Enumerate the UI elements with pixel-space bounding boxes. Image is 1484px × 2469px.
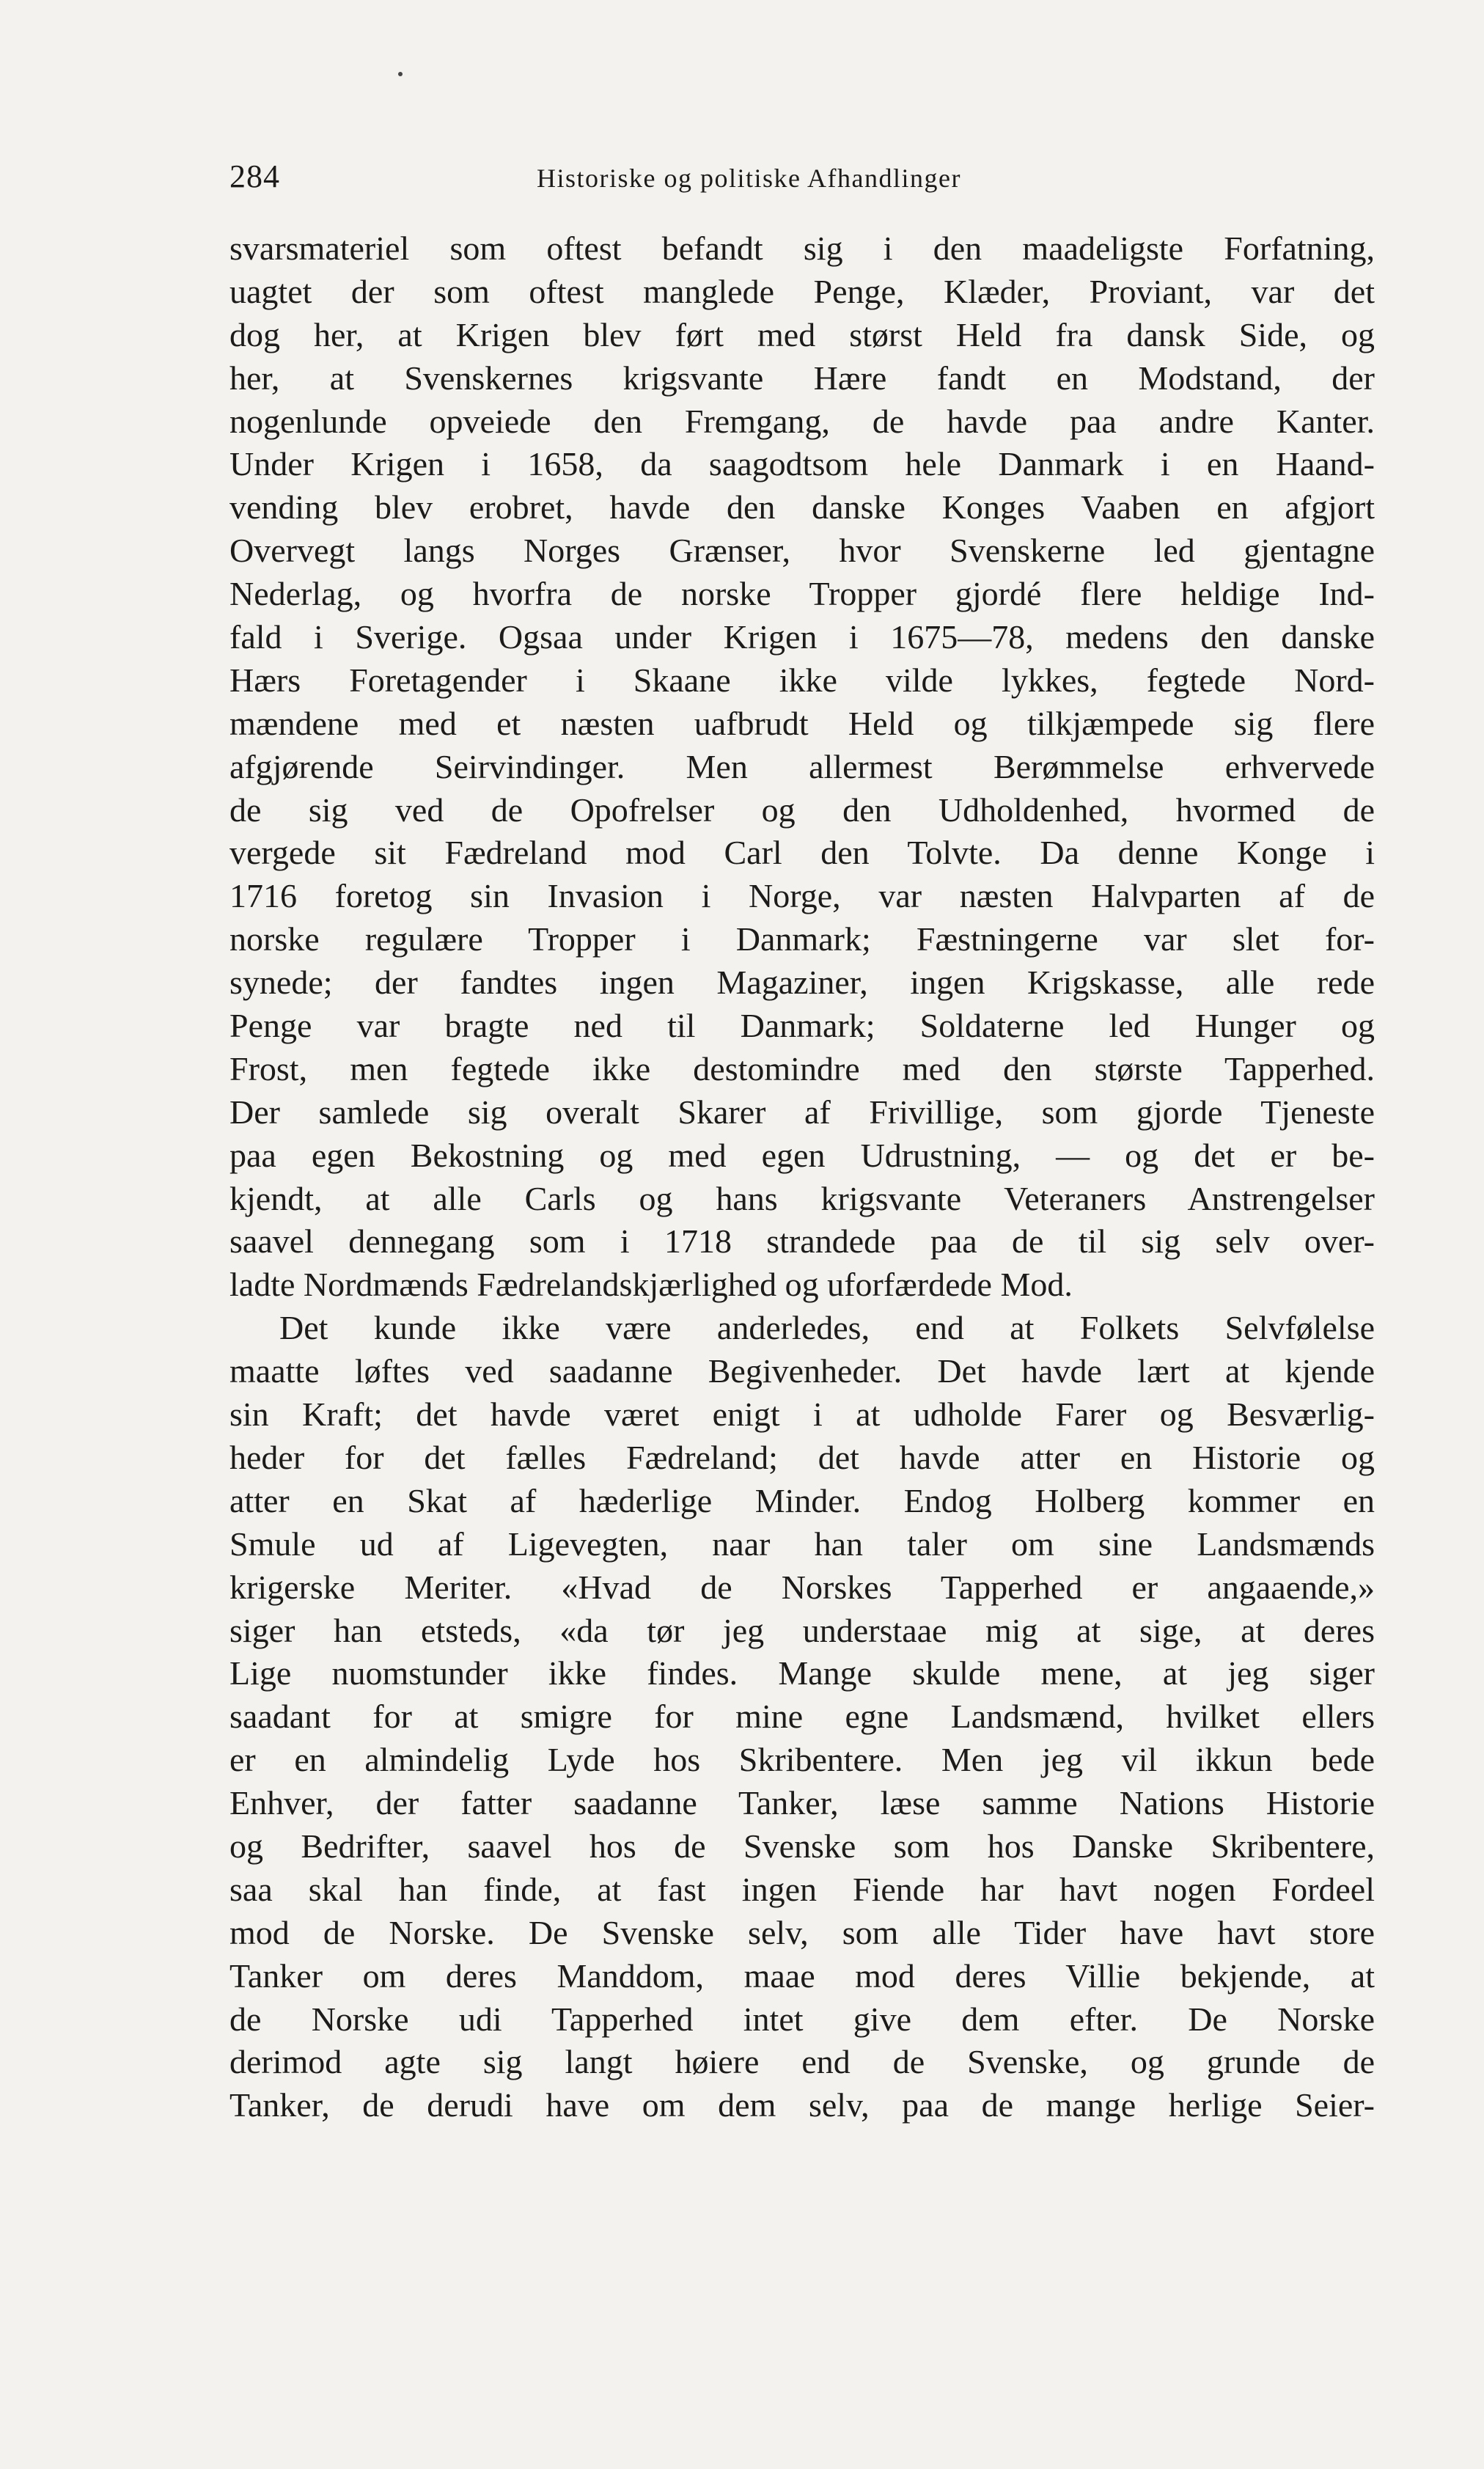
- text-line: mændene med et næsten uafbrudt Held og tilkjæmpede sig flere: [229, 704, 1375, 742]
- text-line: mod de Norske. De Svenske selv, som alle Tider have havt store: [229, 1913, 1375, 1951]
- text-line: norske regulære Tropper i Danmark; Fæstningerne var slet for-: [229, 920, 1375, 958]
- paragraph: [229, 1307, 1375, 2127]
- text-line: Hærs Foretagender i Skaane ikke vilde lykkes, fegtede Nord-: [229, 661, 1375, 699]
- text-line: vergede sit Fædreland mod Carl den Tolvte. Da denne Konge i: [229, 834, 1375, 872]
- text-line: synede; der fandtes ingen Magaziner, ingen Krigskasse, alle rede: [229, 964, 1375, 1002]
- text-line: Penge var bragte ned til Danmark; Soldaterne led Hunger og: [229, 1007, 1375, 1045]
- text-line: Under Krigen i 1658, da saagodtsom hele Danmark i en Haand-: [229, 445, 1375, 483]
- text-line: de sig ved de Opofrelser og den Udholdenhed, hvormed de: [229, 790, 1375, 829]
- text-line: svarsmateriel som oftest befandt sig i den maadeligste Forfatning,: [229, 230, 1375, 267]
- text-line: uagtet der som oftest manglede Penge, Klæder, Proviant, var det: [229, 272, 1375, 310]
- text-line: derimod agte sig langt høiere end de Svenske, og grunde de: [229, 2043, 1375, 2081]
- text-line: saavel dennegang som i 1718 strandede paa de til sig selv over-: [229, 1222, 1375, 1261]
- print-speck: [398, 72, 403, 76]
- running-head: Historiske og politiske Afhandlinger: [537, 164, 961, 193]
- text-line: afgjørende Seirvindinger. Men allermest Berømmelse erhvervede: [229, 747, 1375, 785]
- text-line: maatte løftes ved saadanne Begivenheder. Det havde lært at kjende: [229, 1352, 1375, 1390]
- text-line: 1716 foretog sin Invasion i Norge, var næsten Halvparten af de: [229, 877, 1375, 915]
- text-line: dog her, at Krigen blev ført med størst Held fra dansk Side, og: [229, 315, 1375, 353]
- text-line: nogenlunde opveiede den Fremgang, de havde paa andre Kanter.: [229, 402, 1375, 440]
- text-line: Smule ud af Ligevegten, naar han taler om sine Landsmænds: [229, 1525, 1375, 1563]
- text-line: atter en Skat af hæderlige Minder. Endog Holberg kommer en: [229, 1481, 1375, 1519]
- text-line: siger han etsteds, «da tør jeg understaae mig at sige, at deres: [229, 1611, 1375, 1649]
- text-line: Lige nuomstunder ikke findes. Mange skulde mene, at jeg siger: [229, 1654, 1375, 1692]
- text-line: vending blev erobret, havde den danske Konges Vaaben en afgjort: [229, 488, 1375, 527]
- text-line: her, at Svenskernes krigsvante Hære fandt en Modstand, der: [229, 359, 1375, 397]
- text-line: ladte Nordmænds Fædrelandskjærlighed og uforfærdede Mod.: [229, 1266, 1073, 1304]
- text-line: saa skal han finde, at fast ingen Fiende har havt nogen Fordeel: [229, 1870, 1375, 1908]
- text-line: saadant for at smigre for mine egne Landsmænd, hvilket ellers: [229, 1698, 1375, 1736]
- text-line: Frost, men fegtede ikke destomindre med den største Tapperhed.: [229, 1049, 1375, 1087]
- text-line: kjendt, at alle Carls og hans krigsvante Veteraners Anstrengelser: [229, 1179, 1375, 1217]
- text-line: sin Kraft; det havde været enigt i at udholde Farer og Besværlig-: [229, 1395, 1375, 1434]
- body-text: [229, 227, 1375, 2127]
- text-line: de Norske udi Tapperhed intet give dem efter. De Norske: [229, 2000, 1375, 2038]
- text-line: fald i Sverige. Ogsaa under Krigen i 1675—78, medens den danske: [229, 618, 1375, 656]
- text-line: er en almindelig Lyde hos Skribentere. Men jeg vil ikkun bede: [229, 1741, 1375, 1779]
- text-line: Overvegt langs Norges Grænser, hvor Svenskerne led gjentagne: [229, 532, 1375, 570]
- text-line: Det kunde ikke være anderledes, end at Folkets Selvfølelse: [279, 1309, 1375, 1347]
- text-line: Tanker, de derudi have om dem selv, paa de mange herlige Seier-: [229, 2086, 1375, 2124]
- page-number: 284: [229, 158, 280, 194]
- text-line: Der samlede sig overalt Skarer af Frivillige, som gjorde Tjeneste: [229, 1093, 1375, 1131]
- paragraph: [229, 227, 1375, 1307]
- text-line: Nederlag, og hvorfra de norske Tropper gjordé flere heldige Ind-: [229, 575, 1375, 613]
- text-line: krigerske Meriter. «Hvad de Norskes Tapperhed er angaaende,»: [229, 1568, 1375, 1606]
- text-line: og Bedrifter, saavel hos de Svenske som hos Danske Skribentere,: [229, 1827, 1375, 1865]
- text-line: heder for det fælles Fædreland; det havde atter en Historie og: [229, 1438, 1375, 1476]
- text-line: Tanker om deres Manddom, maae mod deres Villie bekjende, at: [229, 1956, 1375, 1995]
- text-line: Enhver, der fatter saadanne Tanker, læse samme Nations Historie: [229, 1784, 1375, 1822]
- text-line: paa egen Bekostning og med egen Udrustning, — og det er be-: [229, 1136, 1375, 1174]
